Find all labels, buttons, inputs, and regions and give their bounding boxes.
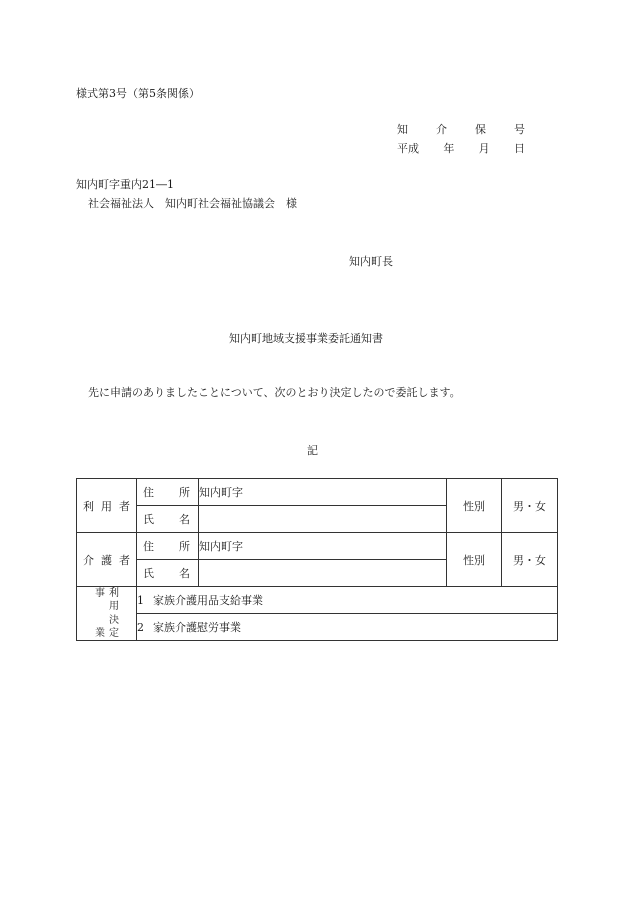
name-label-1: 氏 xyxy=(143,513,154,526)
user-label-char-1: 利 xyxy=(83,499,94,513)
year-label: 年 xyxy=(443,142,455,155)
sender-name: 知内町長 xyxy=(349,255,393,268)
user-gender-label: 性別 xyxy=(447,479,502,533)
caregiver-name-value xyxy=(199,560,447,587)
service-item-2 xyxy=(137,614,558,641)
number-char-2: 介 xyxy=(436,123,447,136)
name-label-1: 氏 xyxy=(143,567,154,580)
recipient-name: 社会福祉法人 知内町社会福祉協議会 様 xyxy=(88,197,297,210)
usage-char-3: 用 xyxy=(109,600,119,612)
usage-char-2: 利 xyxy=(109,587,119,599)
document-title: 知内町地域支援事業委託通知書 xyxy=(229,332,383,345)
form-number-label: 様式第3号（第5条関係） xyxy=(76,87,200,100)
usage-decision-header xyxy=(77,587,137,641)
caregiver-header-cell xyxy=(77,533,137,587)
user-gender-options: 男・女 xyxy=(502,479,558,533)
era-label: 平成 xyxy=(397,142,419,155)
service-text: 家族介護慰労事業 xyxy=(153,621,241,634)
usage-char-6: 定 xyxy=(109,627,119,639)
month-label: 月 xyxy=(478,142,490,155)
name-label-2: 名 xyxy=(179,513,190,526)
date-line xyxy=(397,142,525,156)
user-address-value: 知内町字 xyxy=(199,479,447,506)
service-number: 1 xyxy=(137,594,144,607)
body-text: 先に申請のありましたことについて、次のとおり決定したので委託します。 xyxy=(88,386,461,399)
user-header-cell xyxy=(77,479,137,533)
number-char-4: 号 xyxy=(514,123,525,136)
user-label-char-2: 用 xyxy=(101,499,112,513)
service-text: 家族介護用品支給事業 xyxy=(153,594,263,607)
service-item-1 xyxy=(137,587,558,614)
service-number: 2 xyxy=(137,621,144,634)
usage-char-5: 業 xyxy=(95,627,105,639)
number-char-1: 知 xyxy=(397,123,408,136)
name-label-cell xyxy=(137,560,199,587)
address-label-2: 所 xyxy=(179,540,190,553)
address-label-cell xyxy=(137,479,199,506)
caregiver-address-row xyxy=(77,533,558,560)
address-label-2: 所 xyxy=(179,486,190,499)
address-label-1: 住 xyxy=(143,486,154,499)
name-label-cell xyxy=(137,506,199,533)
caregiver-label-char-1: 介 xyxy=(83,553,94,567)
service-row-1 xyxy=(77,587,558,614)
service-row-2 xyxy=(77,614,558,641)
address-label-cell xyxy=(137,533,199,560)
name-label-2: 名 xyxy=(179,567,190,580)
address-label-1: 住 xyxy=(143,540,154,553)
usage-char-1: 事 xyxy=(95,587,105,599)
caregiver-address-value: 知内町字 xyxy=(199,533,447,560)
day-label: 日 xyxy=(513,142,525,155)
caregiver-label-char-2: 護 xyxy=(101,553,112,567)
recipient-address: 知内町字重内21―1 xyxy=(76,178,174,191)
ki-heading: 記 xyxy=(307,444,318,457)
notification-table xyxy=(76,478,558,641)
document-number-line xyxy=(397,123,525,137)
caregiver-label-char-3: 者 xyxy=(119,553,130,567)
caregiver-gender-options: 男・女 xyxy=(502,533,558,587)
user-address-row xyxy=(77,479,558,506)
number-char-3: 保 xyxy=(475,123,486,136)
usage-char-4: 決 xyxy=(109,614,119,626)
caregiver-gender-label: 性別 xyxy=(447,533,502,587)
user-name-value xyxy=(199,506,447,533)
user-label-char-3: 者 xyxy=(119,499,130,513)
